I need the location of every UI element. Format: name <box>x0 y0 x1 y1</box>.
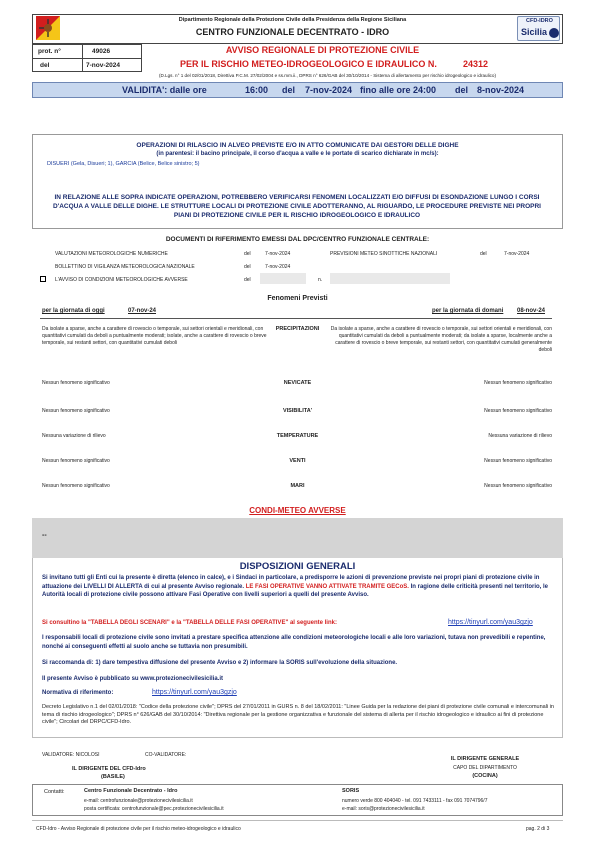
row-temperature-tomorrow: Nessuna variazione di rilievo <box>488 433 552 439</box>
row-mari-tomorrow: Nessun fenomeno significativo <box>484 483 552 489</box>
doc-prev-del: del <box>480 251 487 257</box>
department-line: Dipartimento Regionale della Protezione Civile della Presidenza della Regione Siciliana <box>178 17 407 23</box>
soris-name: SORIS <box>342 788 360 794</box>
doc-avv-n: n. <box>318 277 323 283</box>
prot-vdivider <box>82 44 83 72</box>
documents-title: DOCUMENTI DI RIFERIMENTO EMESSI DAL DPC/CENTRO FUNZIONALE CENTRALE: <box>165 236 430 243</box>
contacts-label: Contatti: <box>44 789 65 795</box>
cfd-pec: posta certificata: centrofunzionale@pec.protezionecivilesicilia.it <box>84 806 224 812</box>
disp-p1b: LE FASI OPERATIVE VANNO ATTIVATE TRAMITE GECoS. <box>245 583 409 590</box>
row-venti-today: Nessun fenomeno significativo <box>42 458 110 464</box>
doc-val-date: 7-nov-2024 <box>265 251 291 257</box>
cfd-idro-logo <box>517 16 560 41</box>
disp-p5: Il presente Avviso è pubblicato su www.protezionecivilesicilia.it <box>42 676 224 682</box>
legal-reference: (D.Lgs. n° 1 del 02/01/2018, Direttiva P.C.M. 27/02/2004 e ss.mm.ii., DPRS n° 626/GAB del 30/10/2014 - Sistema di allertamento per rischio idrogeologico e idraulico) <box>158 73 497 78</box>
disp-p3: I responsabili locali di protezione civile sono invitati a prestare specifica attenzione alle condizioni meteorologiche locali e alle loro variazioni, tutava non prevedibili e repentine, nonché ai conseguenti effetti al suolo anche se tuttavia non presumibili. <box>42 635 546 650</box>
doc-prev-label: PREVISIONI METEO SINOTTICHE NAZIONALI <box>330 251 438 257</box>
dams-title-2: (in parentesi: il bacino principale, il corso d'acqua a valle e le portate di scarico dichiarate in mc/s): <box>156 151 439 157</box>
row-precip-today: Da isolate a sparse, anche a carattere di rovescio o temporale, sui settori orientali e meridionali, con quantitativi cumulati da deboli a puntualmente moderati; isolate, anche a carattere di rovescio o breve temporale, sui restanti settori, con quantitativi cumulati deboli <box>42 326 267 346</box>
dir-gen: IL DIRIGENTE GENERALE <box>450 756 520 762</box>
dir-cfd-name: (BASILE) <box>101 774 125 780</box>
soris-phone: numero verde 800 404040 - tel. 091 7433111 - fax 091 7074796/7 <box>342 798 488 804</box>
avviso-title-2: PER IL RISCHIO METEO-IDROGEOLOGICO E IDRAULICO N. <box>180 59 437 69</box>
validity-from-date: 7-nov-2024 <box>305 85 353 95</box>
condi-box <box>32 518 563 558</box>
prot-divider <box>32 58 142 59</box>
disp-p7: Decreto Legislativo n.1 del 02/01/2018: "Codice della protezione civile"; DPRS del 27/01/2011 in GURS n. 8 del 18/02/2011: "Linee Guida per la redazione dei piani di protezione civile comunali e intercomunali in tema di rischio idrogeologico"; DPRS n° 626/GAB del 30/10/2014: "Direttiva regionale per la gestione organizzativa e funzionale del sistema di allerta per il rischio idrogeologico e idraulico ai fini di protezione civile"; Circolari del DRPC/CFD-Idro. <box>42 704 554 725</box>
row-precip-name: PRECIPITAZIONI <box>275 326 320 332</box>
row-precip-tomorrow: Da isolate a sparse, anche a carattere di rovescio o temporale, sui settori orientali e meridionali, con quantitativi cumulati da deboli a puntualmente moderati; da isolate a sparse, localmente anche a carattere di rovescio o breve temporale, sui restanti settori, con quantitativi cumulati generalmente deboli <box>330 326 552 353</box>
region-coat-of-arms-icon <box>36 16 60 40</box>
dir-cfd: IL DIRIGENTE DEL CFD-Idro <box>72 766 146 772</box>
today-date: 07-nov-24 <box>128 308 157 314</box>
condi-value: -- <box>42 532 47 539</box>
disp-p6-label: Normativa di riferimento: <box>42 690 114 696</box>
row-nevicate-tomorrow: Nessun fenomeno significativo <box>484 380 552 386</box>
validity-del1: del <box>282 85 296 95</box>
doc-avv-checkbox[interactable] <box>40 276 46 282</box>
logo-top-text: CFD-IDRO <box>526 18 553 24</box>
validity-until: fino alle ore 24:00 <box>360 85 437 95</box>
tomorrow-date: 08-nov-24 <box>517 308 546 314</box>
validity-label: VALIDITA': dalle ore <box>122 85 207 95</box>
soris-email: e-mail: soris@protezionecivilesicilia.it <box>342 806 425 812</box>
row-visibilita-name: VISIBILITA' <box>282 408 312 414</box>
disp-p1a: Si invitano tutti gli Enti cui la presente è diretta (elenco in calce), e i Sindaci in particolare, a predisporre le azioni di prevenzione previste nei propri piani di protezione civile in attuazione dei LIVELLI DI ALLERTA di cui al presente Avviso regionale. <box>42 575 540 590</box>
doc-val-del: del <box>244 251 251 257</box>
doc-prev-date: 7-nov-2024 <box>504 251 530 257</box>
phenomena-top-rule <box>40 318 552 319</box>
avviso-number: 24312 <box>463 59 489 69</box>
row-nevicate-today: Nessun fenomeno significativo <box>42 380 110 386</box>
logo-circle-icon <box>549 28 559 38</box>
validity-del2: del <box>455 85 469 95</box>
row-venti-name: VENTI <box>289 458 306 464</box>
disp-p1c: In ragione delle criticità presenti nel territorio, le Autorità locali di protezione civile possono attivare Fasi Operative con livelli superiori a quelli del presente Avviso. <box>42 583 548 598</box>
prot-del-label: del <box>40 62 50 69</box>
footer-page: pag. 2 di 3 <box>526 826 550 832</box>
doc-val-label: VALUTAZIONI METEOROLOGICHE NUMERICHE <box>55 251 168 257</box>
row-temperature-name: TEMPERATURE <box>276 433 319 439</box>
footer-left: CFD-Idro - Avviso Regionale di protezione civile per il rischio meteo-idrogeologico e idraulico <box>36 826 241 832</box>
disp-p1 <box>42 574 554 600</box>
dir-gen-name: (COCINA) <box>472 773 498 779</box>
row-mari-today: Nessun fenomeno significativo <box>42 483 110 489</box>
validity-to-date: 8-nov-2024 <box>477 85 525 95</box>
doc-boll-del: del <box>244 264 251 270</box>
dams-title-1: OPERAZIONI DI RILASCIO IN ALVEO PREVISTE E/O IN ATTO COMUNICATE DAI GESTORI DELLE DIGHE <box>136 142 459 149</box>
disp-p4: Si raccomanda di: 1) dare tempestiva diffusione del presente Avviso e 2) informare la SORIS sull'evoluzione della situazione. <box>42 660 398 666</box>
doc-avv-label: L'AVVISO DI CONDIZIONI METEOROLOGICHE AVVERSE <box>55 277 188 283</box>
row-mari-name: MARI <box>290 483 305 489</box>
dir-gen-role: CAPO DEL DIPARTIMENTO <box>453 765 517 771</box>
doc-avv-number-field[interactable] <box>330 273 450 284</box>
centre-name: CENTRO FUNZIONALE DECENTRATO - IDRO <box>195 27 390 37</box>
doc-avv-date-field[interactable] <box>260 273 306 284</box>
disposizioni-title: DISPOSIZIONI GENERALI <box>239 561 356 572</box>
cfd-email: e-mail: centrofunzionale@protezionecivilesicilia.it <box>84 798 193 804</box>
row-temperature-today: Nessuna variazione di rilievo <box>42 433 106 439</box>
doc-boll-date: 7-nov-2024 <box>265 264 291 270</box>
row-visibilita-today: Nessun fenomeno significativo <box>42 408 110 414</box>
validatore: VALIDATORE: NICOLOSI <box>42 752 100 758</box>
prot-del-value: 7-nov-2024 <box>86 62 120 69</box>
phenomena-title: Fenomeni Previsti <box>267 295 328 302</box>
disp-p2-link[interactable]: https://tinyurl.com/yau3gzjo <box>448 619 533 626</box>
prot-label: prot. n° <box>38 48 61 55</box>
validity-from-hour: 16:00 <box>245 85 269 95</box>
doc-avv-del: del <box>244 277 251 283</box>
cfd-name: Centro Funzionale Decentrato - Idro <box>84 788 178 794</box>
row-visibilita-tomorrow: Nessun fenomeno significativo <box>484 408 552 414</box>
condi-title: CONDI-METEO AVVERSE <box>249 506 346 515</box>
row-nevicate-name: NEVICATE <box>283 380 312 386</box>
footer-rule <box>32 820 563 821</box>
today-label: per la giornata di oggi <box>42 308 105 314</box>
disp-p2: Si consultino la "TABELLA DEGLI SCENARI" e la "TABELLA DELLE FASI OPERATIVE" al seguente link: <box>42 620 337 626</box>
dams-list: DISUERI (Gela, Disueri; 1), GARCIA (Belice, Belice sinistro; 5) <box>47 161 200 167</box>
doc-boll-label: BOLLETTINO DI VIGILANZA METEOROLOGICA NAZIONALE <box>55 264 195 270</box>
avviso-title-1: AVVISO REGIONALE DI PROTEZIONE CIVILE <box>225 45 420 55</box>
logo-bottom-text: Sicilia <box>521 27 548 37</box>
prot-value: 49026 <box>92 48 111 55</box>
dams-warning: IN RELAZIONE ALLE SOPRA INDICATE OPERAZIONI, POTREBBERO VERIFICARSI FENOMENI LOCALIZZATI E/O DIFFUSI DI ESONDAZIONE LUNGO I CORSI D'ACQUA A VALLE DELLE DIGHE. LE STRUTTURE LOCALI DI PROTEZIONE CIVILE ADOTTERANNO, AL RIGUARDO, LE PROCEDURE PREVISTE NEI PROPRI PIANI DI PROTEZIONE CIVILE PER IL RISCHIO IDROGEOLOGICO E IDRAULICO <box>53 194 541 219</box>
row-venti-tomorrow: Nessun fenomeno significativo <box>484 458 552 464</box>
co-validatore: CO-VALIDATORE: <box>145 752 187 758</box>
disp-p6-link[interactable]: https://tinyurl.com/yau3gzjo <box>152 689 237 696</box>
tomorrow-label: per la giornata di domani <box>432 308 504 314</box>
